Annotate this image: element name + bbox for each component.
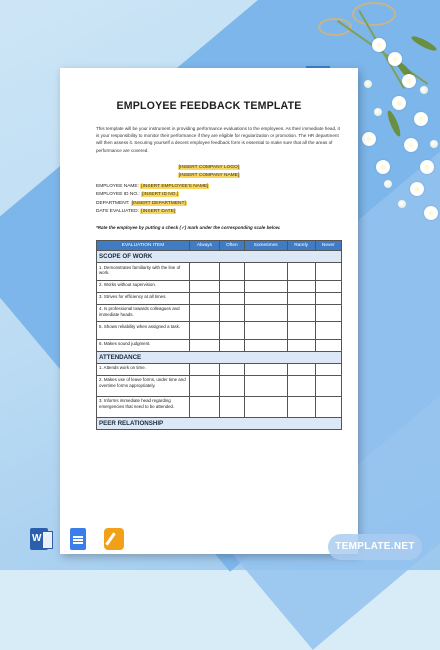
intro-paragraph: This template will be your instrument in providing performance evaluations to the employees. As their immediate head, it is your responsibility to monitor their performance if they are eligible for regularization or promotion. The HR department will then assess it. Securing yourself a decent employee feedback form is essential to make sure that all the areas of performance are covered. [96,126,340,153]
rating-cell[interactable] [244,304,287,322]
rating-cell[interactable] [315,396,341,417]
twine-icon [352,2,396,26]
rating-cell[interactable] [190,292,220,304]
rating-cell[interactable] [190,304,220,322]
field-label: EMPLOYEE ID NO.: [96,192,140,198]
flower-icon [402,74,416,88]
rating-cell[interactable] [315,375,341,396]
document-page [60,68,358,554]
field-label: DEPARTMENT: [96,200,130,206]
rating-cell[interactable] [244,263,287,281]
flower-icon [388,52,402,66]
rating-cell[interactable] [287,396,315,417]
bud-icon [430,140,438,148]
column-header: Never [315,241,341,251]
rating-cell[interactable] [315,263,341,281]
info-row [96,200,209,208]
field-label: EMPLOYEE NAME: [96,184,139,189]
rating-cell[interactable] [244,375,287,396]
company-block [60,164,358,180]
table-row [97,263,342,281]
bud-icon [420,86,428,94]
rating-cell[interactable] [287,322,315,340]
table-row [97,375,342,396]
section-row [97,351,342,363]
rating-cell[interactable] [315,292,341,304]
table-row [97,396,342,417]
pages-icon[interactable] [104,528,124,550]
rating-cell[interactable] [190,322,220,340]
evaluation-item: 1. Attends work on time. [97,363,190,375]
field-label: DATE EVALUATED: [96,209,139,215]
company-name-placeholder: [INSERT COMPANY NAME] [178,173,240,178]
rating-cell[interactable] [219,396,244,417]
field-value: [INSERT DATE] [141,209,176,215]
flower-icon [376,160,390,174]
flower-icon [410,182,424,196]
evaluation-item: 2. Works without supervision. [97,280,190,292]
rating-cell[interactable] [190,263,220,281]
rating-cell[interactable] [190,363,220,375]
rating-cell[interactable] [287,375,315,396]
bud-icon [364,80,372,88]
employee-info [96,183,209,217]
evaluation-item: 6. Makes sound judgment. [97,339,190,351]
rating-cell[interactable] [219,363,244,375]
flower-icon [404,138,418,152]
rating-cell[interactable] [219,339,244,351]
rating-cell[interactable] [190,396,220,417]
column-header: Always [190,241,220,251]
rating-cell[interactable] [190,339,220,351]
table-row [97,280,342,292]
word-letter-icon: W [32,533,42,544]
rating-cell[interactable] [219,375,244,396]
rating-cell[interactable] [219,263,244,281]
column-header: EVALUATION ITEM [97,241,190,251]
rating-cell[interactable] [287,339,315,351]
evaluation-item: 1. Demonstrates familiarity with the line of work. [97,263,190,281]
word-icon[interactable] [30,528,48,550]
rating-cell[interactable] [287,304,315,322]
table-row [97,292,342,304]
rating-cell[interactable] [244,363,287,375]
table-row [97,304,342,322]
evaluation-item: 3. Informs immediate head regarding emergencies that need to be attended. [97,396,190,417]
section-title: PEER RELATIONSHIP [97,417,342,429]
rating-instruction: *Rate the employee by putting a check (✓) mark under the corresponding scale below. [96,225,281,230]
rating-cell[interactable] [287,363,315,375]
table-row [97,363,342,375]
rating-cell[interactable] [315,304,341,322]
info-row [96,191,209,199]
rating-cell[interactable] [244,396,287,417]
column-header: Rarely [287,241,315,251]
section-row [97,251,342,263]
section-title: ATTENDANCE [97,351,342,363]
rating-cell[interactable] [219,322,244,340]
rating-cell[interactable] [287,292,315,304]
flower-icon [414,112,428,126]
column-header: Sometimes [244,241,287,251]
rating-cell[interactable] [219,280,244,292]
rating-cell[interactable] [315,363,341,375]
bud-icon [384,180,392,188]
field-value: [INSERT DEPARTMENT] [131,200,186,206]
evaluation-table [96,240,342,430]
table-row [97,339,342,351]
google-docs-icon[interactable] [70,528,86,550]
template-net-badge[interactable]: TEMPLATE.NET [328,534,422,560]
flower-icon [420,160,434,174]
company-logo-placeholder: [INSERT COMPANY LOGO] [178,165,240,170]
evaluation-item: 3. Strives for efficiency at all times. [97,292,190,304]
evaluation-item: 2. Makes use of leave forms, under time and overtime forms appropriately. [97,375,190,396]
rating-cell[interactable] [219,292,244,304]
flower-icon [362,132,376,146]
section-row [97,417,342,429]
section-title: SCOPE OF WORK [97,251,342,263]
document-title: EMPLOYEE FEEDBACK TEMPLATE [116,100,302,112]
rating-cell[interactable] [190,280,220,292]
table-row [97,322,342,340]
rating-cell[interactable] [315,322,341,340]
rating-cell[interactable] [244,339,287,351]
evaluation-item: 4. Is professional towards colleagues and immediate heads. [97,304,190,322]
rating-cell[interactable] [244,292,287,304]
evaluation-item: 5. Shows reliability when assigned a task. [97,322,190,340]
bud-icon [398,200,406,208]
rating-cell[interactable] [219,304,244,322]
rating-cell[interactable] [244,322,287,340]
field-value: [INSERT EMPLOYEE'S NAME] [141,184,209,189]
rating-cell[interactable] [287,280,315,292]
rating-cell[interactable] [315,339,341,351]
flower-icon [424,206,438,220]
column-header: Often [219,241,244,251]
flower-icon [372,38,386,52]
field-value: [INSERT ID NO.] [142,192,179,198]
rating-cell[interactable] [244,280,287,292]
flower-icon [392,96,406,110]
rating-cell[interactable] [190,375,220,396]
info-row [96,208,209,216]
table-header-row [97,241,342,251]
bud-icon [374,108,382,116]
rating-cell[interactable] [287,263,315,281]
info-row [96,183,209,191]
rating-cell[interactable] [315,280,341,292]
